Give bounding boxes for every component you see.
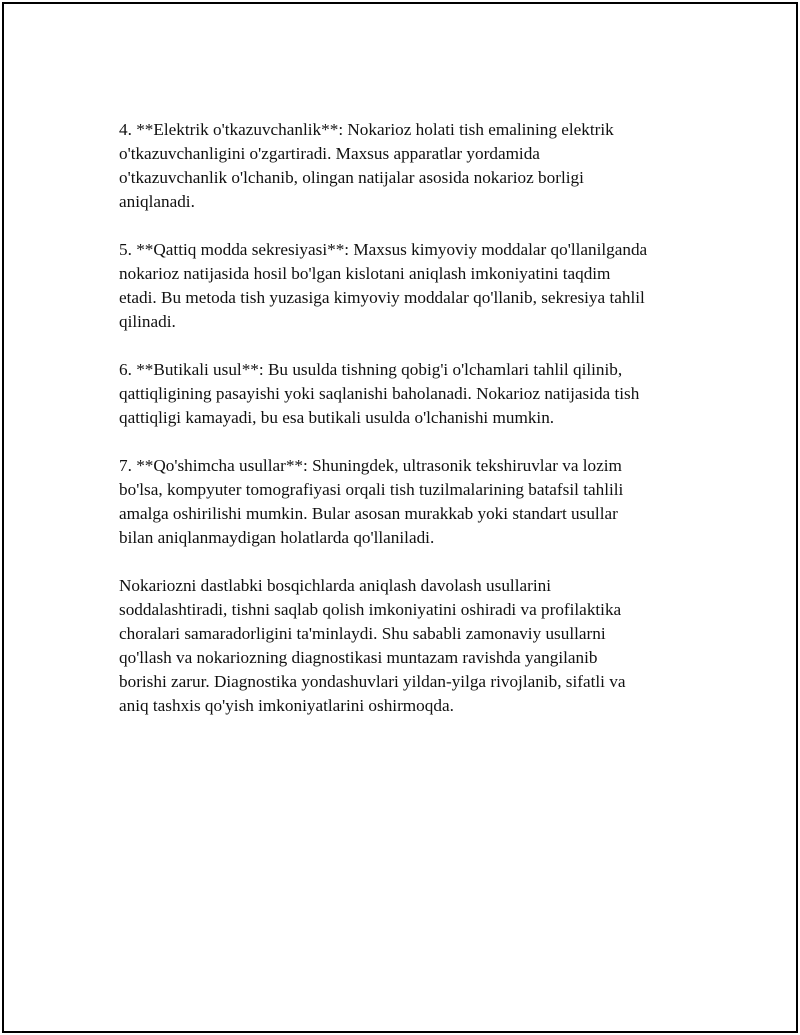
text-line: Nokariozni dastlabki bosqichlarda aniqlash davolash usullarini <box>119 576 551 595</box>
text-line: choralari samaradorligini ta'minlaydi. Shu sababli zamonaviy usullarni <box>119 624 606 643</box>
paragraph-solid-secretion <box>119 238 699 334</box>
text-line: nokarioz natijasida hosil bo'lgan kislotani aniqlash imkoniyatini taqdim <box>119 264 611 283</box>
text-line: qilinadi. <box>119 312 176 331</box>
text-line: 7. **Qo'shimcha usullar**: Shuningdek, ultrasonik tekshiruvlar va lozim <box>119 456 622 475</box>
text-line: qo'llash va nokariozning diagnostikasi muntazam ravishda yangilanib <box>119 648 598 667</box>
text-line: aniq tashxis qo'yish imkoniyatlarini oshirmoqda. <box>119 696 454 715</box>
text-line: amalga oshirilishi mumkin. Bular asosan murakkab yoki standart usullar <box>119 504 618 523</box>
text-line: bo'lsa, kompyuter tomografiyasi orqali tish tuzilmalarining batafsil tahlili <box>119 480 624 499</box>
text-line: borishi zarur. Diagnostika yondashuvlari yildan-yilga rivojlanib, sifatli va <box>119 672 626 691</box>
text-line: qattiqligi kamayadi, bu esa butikali usulda o'lchanishi mumkin. <box>119 408 555 427</box>
text-line: 6. **Butikali usul**: Bu usulda tishning qobig'i o'lchamlari tahlil qilinib, <box>119 360 623 379</box>
text-line: o'tkazuvchanlik o'lchanib, olingan natijalar asosida nokarioz borligi <box>119 168 584 187</box>
paragraph-electrical-conductivity <box>119 118 699 214</box>
paragraph-additional-methods <box>119 454 699 550</box>
paragraph-conclusion <box>119 574 699 718</box>
text-line: o'tkazuvchanligini o'zgartiradi. Maxsus apparatlar yordamida <box>119 144 540 163</box>
text-line: qattiqligining pasayishi yoki saqlanishi baholanadi. Nokarioz natijasida tish <box>119 384 640 403</box>
paragraph-butikali-method <box>119 358 699 430</box>
text-line: 4. **Elektrik o'tkazuvchanlik**: Nokarioz holati tish emalining elektrik <box>119 120 614 139</box>
text-line: soddalashtiradi, tishni saqlab qolish imkoniyatini oshiradi va profilaktika <box>119 600 622 619</box>
document-page <box>2 2 798 1033</box>
document-body <box>119 118 699 742</box>
text-line: 5. **Qattiq modda sekresiyasi**: Maxsus kimyoviy moddalar qo'llanilganda <box>119 240 648 259</box>
text-line: etadi. Bu metoda tish yuzasiga kimyoviy moddalar qo'llanib, sekresiya tahlil <box>119 288 645 307</box>
text-line: aniqlanadi. <box>119 192 195 211</box>
text-line: bilan aniqlanmaydigan holatlarda qo'llaniladi. <box>119 528 435 547</box>
